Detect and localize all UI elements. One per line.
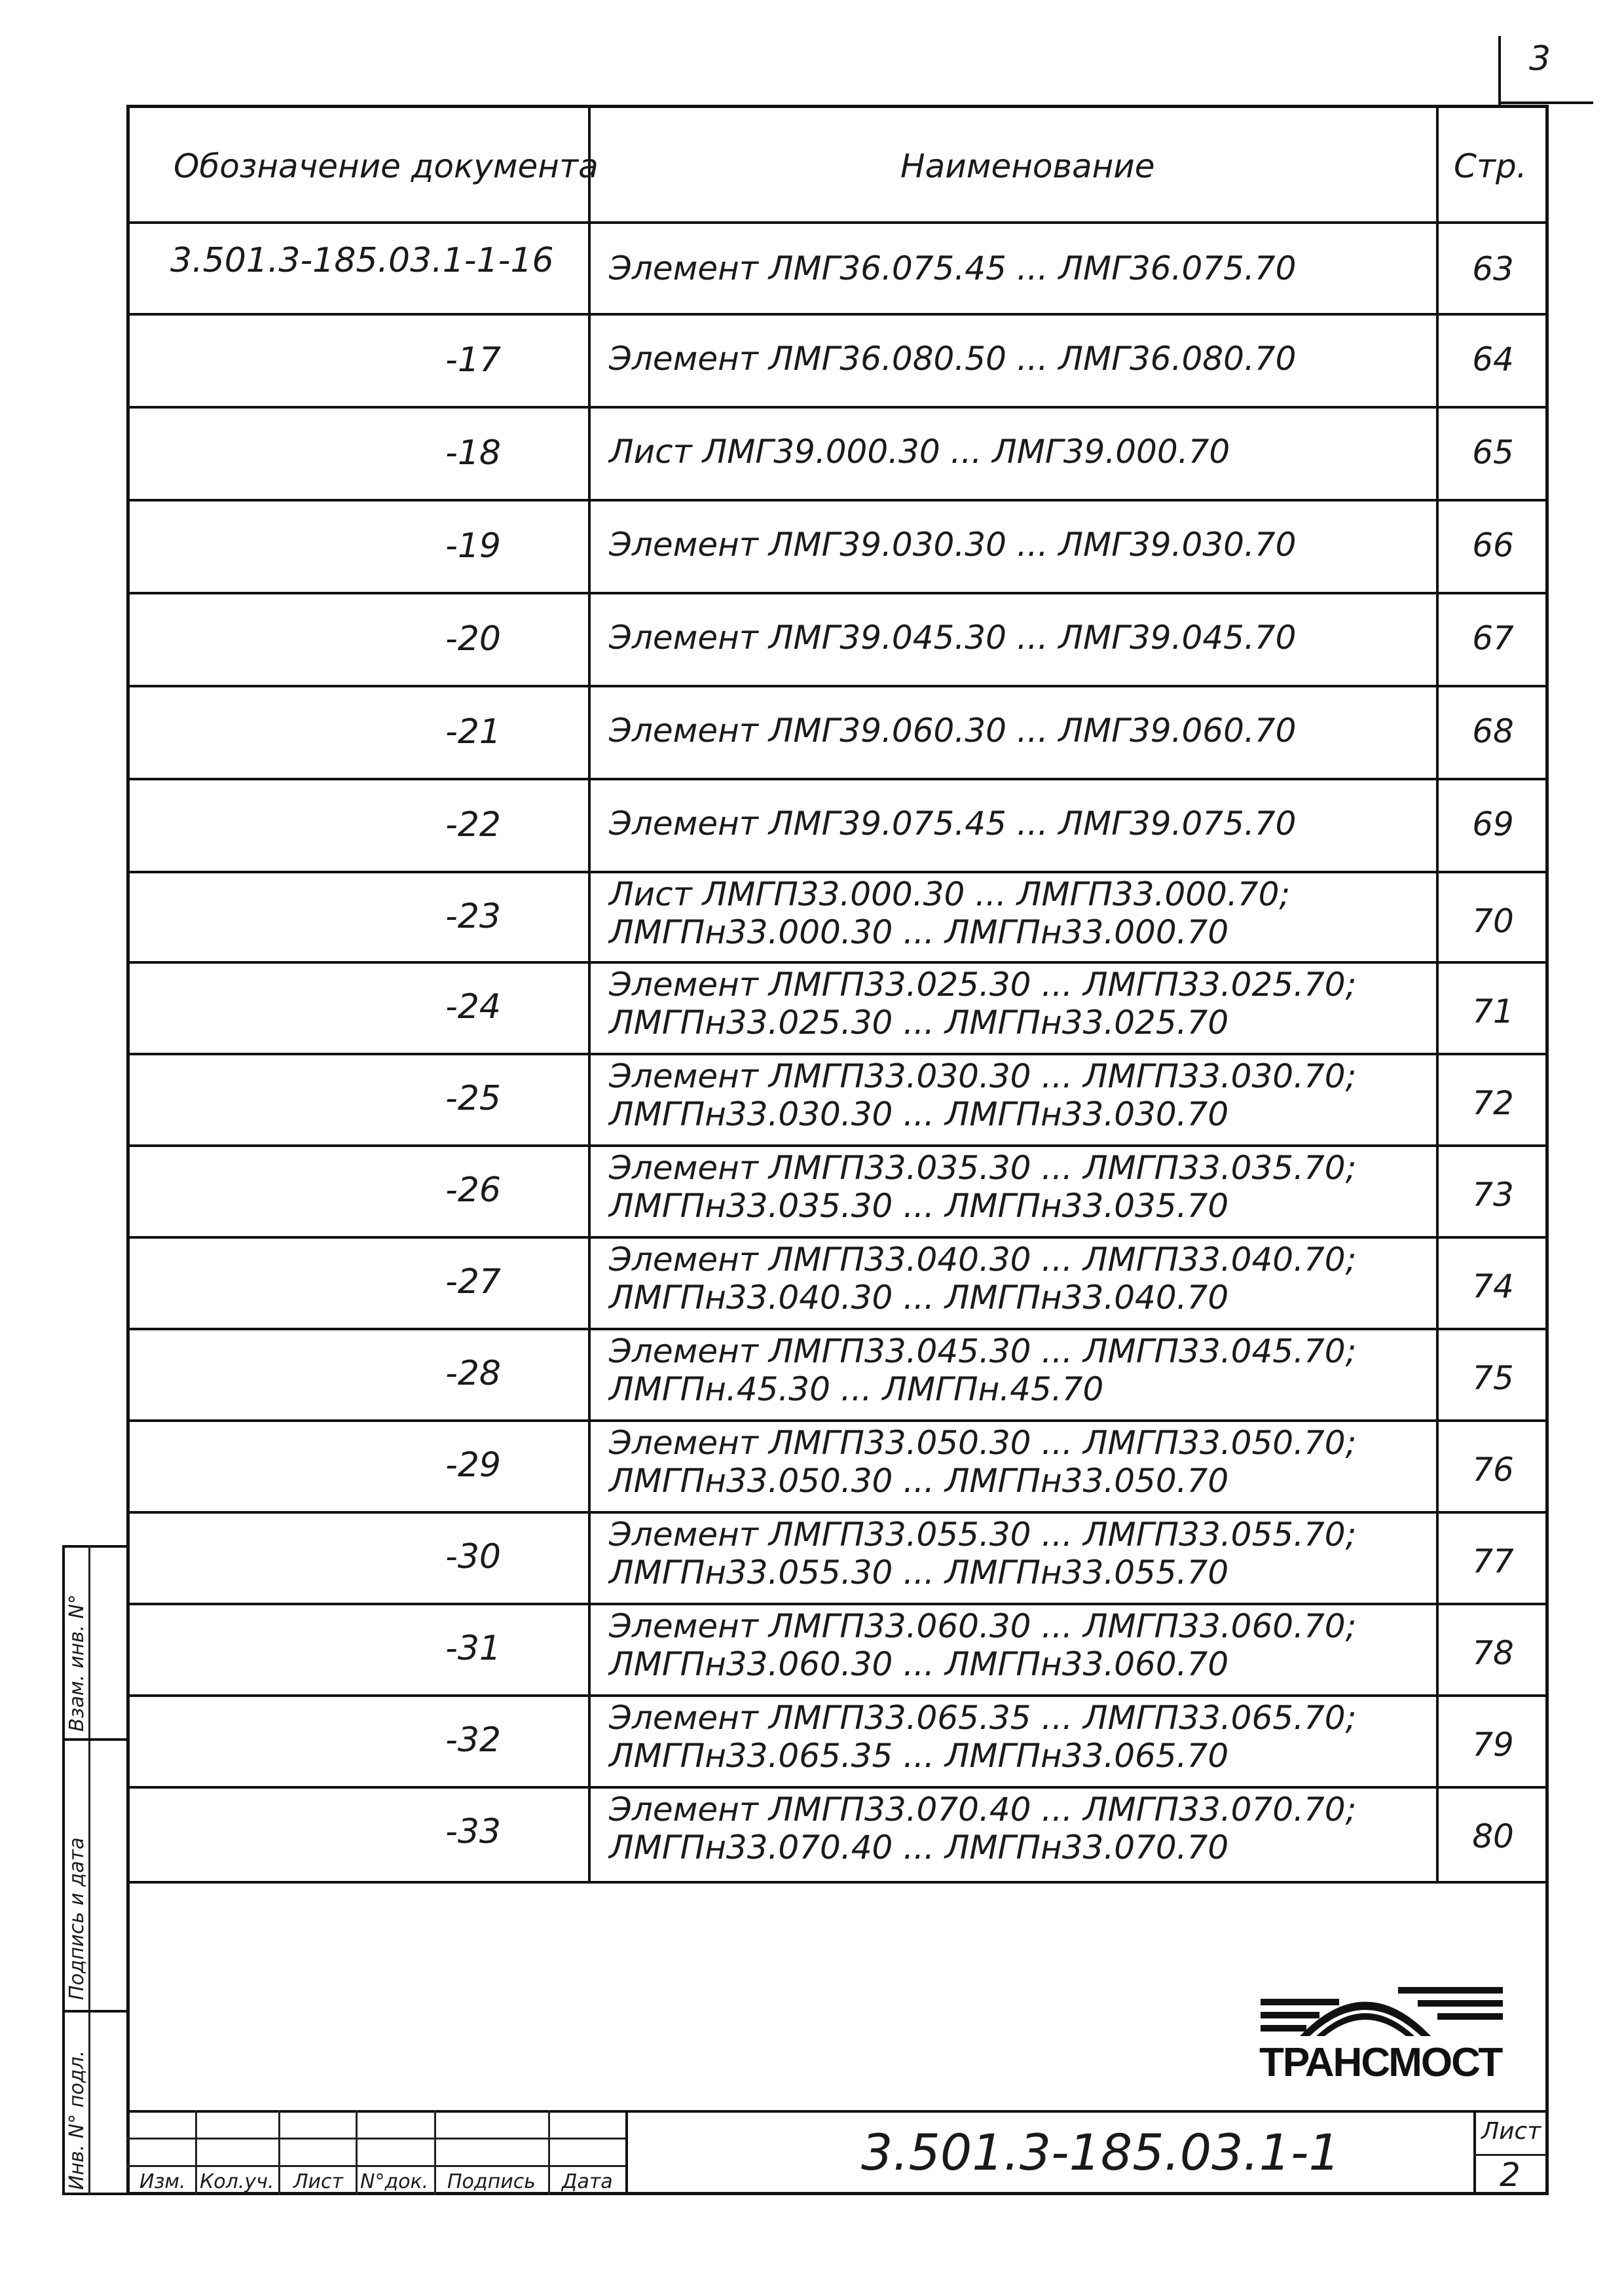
row-divider	[126, 1053, 1547, 1055]
tb-label-kolych: Кол.уч.	[200, 2170, 274, 2193]
row-divider	[126, 1603, 1547, 1605]
side-label-vzam: Взам. инв. N°	[65, 1594, 88, 1732]
tb-col-3	[356, 2110, 358, 2195]
row-page: 71	[1472, 993, 1514, 1030]
row-name-line1: Элемент ЛМГП33.060.30 ... ЛМГП33.060.70;	[609, 1607, 1357, 1645]
row-name-line1: Элемент ЛМГП33.045.30 ... ЛМГП33.045.70;	[609, 1332, 1357, 1370]
row-name-line1: Элемент ЛМГП33.050.30 ... ЛМГП33.050.70;	[609, 1424, 1357, 1462]
row-name-line2: ЛМГПн33.030.30 ... ЛМГПн33.030.70	[609, 1095, 1229, 1133]
row-code: -30	[445, 1537, 501, 1576]
tb-label-list: Лист	[293, 2170, 344, 2193]
row-page: 80	[1472, 1817, 1514, 1855]
row-name-line2: ЛМГПн33.035.30 ... ЛМГПн33.035.70	[609, 1187, 1229, 1225]
row-page: 67	[1472, 619, 1514, 657]
row-code: 3.501.3-185.03.1-1-16	[170, 241, 554, 280]
tb-row-2	[126, 2165, 625, 2167]
titleblock-top-line	[126, 2110, 1547, 2113]
sheet-label: Лист	[1481, 2118, 1541, 2145]
row-name-line1: Элемент ЛМГП33.070.40 ... ЛМГП33.070.70;	[609, 1791, 1357, 1829]
tb-col-5	[548, 2110, 550, 2195]
row-code: -21	[445, 712, 501, 752]
row-divider	[126, 1419, 1547, 1422]
side-label-podpis: Подпись и дата	[65, 1837, 88, 2000]
document-code: 3.501.3-185.03.1-1	[861, 2123, 1340, 2181]
transmost-logo	[1254, 1961, 1536, 2092]
row-code: -25	[445, 1079, 501, 1118]
row-name-line1: Элемент ЛМГП33.035.30 ... ЛМГП33.035.70;	[609, 1149, 1357, 1187]
row-name-line1: Элемент ЛМГП33.025.30 ... ЛМГП33.025.70;	[609, 966, 1357, 1004]
sheet-corner-number: 3	[1529, 39, 1551, 79]
row-divider	[126, 1786, 1547, 1789]
tb-sheet-col	[1473, 2110, 1476, 2195]
row-page: 72	[1472, 1084, 1514, 1122]
row-page: 76	[1472, 1451, 1514, 1489]
row-name-line2: ЛМГПн33.060.30 ... ЛМГПн33.060.70	[609, 1645, 1229, 1683]
row-page: 69	[1472, 805, 1514, 843]
row-divider	[126, 1511, 1547, 1514]
header-designation: Обозначение документа	[174, 147, 599, 185]
row-code: -17	[445, 340, 501, 380]
row-name-line1: Элемент ЛМГП33.040.30 ... ЛМГП33.040.70;	[609, 1241, 1357, 1279]
side-label-inv: Инв. N° подл.	[65, 2050, 88, 2190]
header-bottom-line	[126, 221, 1547, 224]
row-page: 74	[1472, 1267, 1514, 1305]
row-name-line2: ЛМГПн.45.30 ... ЛМГПн.45.70	[609, 1370, 1104, 1408]
row-code: -19	[445, 526, 501, 566]
row-name-line1: Элемент ЛМГП33.055.30 ... ЛМГП33.055.70;	[609, 1516, 1357, 1554]
row-code: -26	[445, 1171, 501, 1210]
tb-label-izm: Изм.	[139, 2170, 186, 2193]
row-code: -24	[445, 987, 501, 1027]
tb-label-data: Дата	[562, 2170, 613, 2193]
row-divider	[126, 406, 1547, 409]
row-name-line1: Элемент ЛМГП33.065.35 ... ЛМГП33.065.70;	[609, 1699, 1357, 1737]
row-divider	[126, 778, 1547, 780]
row-name-line2: ЛМГПн33.040.30 ... ЛМГПн33.040.70	[609, 1279, 1229, 1317]
row-name-line2: ЛМГПн33.065.35 ... ЛМГПн33.065.70	[609, 1737, 1229, 1775]
row-name-line1: Элемент ЛМГ39.045.30 ... ЛМГ39.045.70	[609, 619, 1297, 657]
tb-col-4	[434, 2110, 436, 2195]
sheet-number: 2	[1500, 2156, 1521, 2194]
row-divider	[126, 313, 1547, 316]
row-page: 73	[1472, 1176, 1514, 1214]
row-name-line1: Элемент ЛМГ39.075.45 ... ЛМГ39.075.70	[609, 805, 1297, 843]
corner-divider	[1498, 36, 1501, 105]
row-code: -28	[445, 1354, 501, 1393]
row-page: 66	[1472, 526, 1514, 564]
row-page: 70	[1472, 902, 1514, 940]
row-divider	[126, 1328, 1547, 1330]
header-name: Наименование	[900, 147, 1155, 185]
row-divider	[126, 499, 1547, 501]
row-code: -18	[445, 433, 501, 473]
row-page: 65	[1472, 433, 1514, 471]
row-divider	[126, 685, 1547, 687]
row-code: -33	[445, 1812, 501, 1851]
side-stamp-div-1	[62, 1738, 126, 1741]
row-page: 64	[1472, 340, 1514, 378]
row-code: -23	[445, 897, 501, 936]
row-name-line2: ЛМГПн33.025.30 ... ЛМГПн33.025.70	[609, 1004, 1229, 1042]
row-name-line2: ЛМГПн33.055.30 ... ЛМГПн33.055.70	[609, 1554, 1229, 1592]
col-divider-1	[588, 105, 591, 1882]
table-bottom-line	[126, 1881, 1547, 1884]
row-divider	[126, 1236, 1547, 1239]
side-stamp-div-2	[62, 2010, 126, 2013]
row-code: -32	[445, 1721, 501, 1760]
row-code: -22	[445, 805, 501, 845]
row-page: 79	[1472, 1726, 1514, 1764]
tb-row-1	[126, 2138, 625, 2140]
row-divider	[126, 1144, 1547, 1147]
row-code: -29	[445, 1446, 501, 1485]
tb-col-6	[625, 2110, 628, 2195]
row-page: 63	[1472, 250, 1514, 288]
row-name-line1: Элемент ЛМГП33.030.30 ... ЛМГП33.030.70;	[609, 1057, 1357, 1095]
row-name-line1: Элемент ЛМГ39.060.30 ... ЛМГ39.060.70	[609, 712, 1297, 750]
row-name-line1: Элемент ЛМГ36.080.50 ... ЛМГ36.080.70	[609, 340, 1297, 378]
row-name-line1: Лист ЛМГП33.000.30 ... ЛМГП33.000.70;	[609, 875, 1291, 913]
row-name-line2: ЛМГПн33.050.30 ... ЛМГПн33.050.70	[609, 1462, 1229, 1500]
tb-label-ndok: N°док.	[360, 2170, 429, 2193]
row-divider	[126, 871, 1547, 873]
corner-divider-bottom	[1498, 101, 1593, 104]
side-stamp-inner	[88, 1545, 90, 2195]
tb-label-podpis: Подпись	[447, 2170, 536, 2193]
tb-col-2	[278, 2110, 280, 2195]
row-code: -20	[445, 619, 501, 659]
row-code: -27	[445, 1262, 501, 1302]
row-name-line2: ЛМГПн33.070.40 ... ЛМГПн33.070.70	[609, 1829, 1229, 1867]
row-page: 78	[1472, 1634, 1514, 1672]
row-divider	[126, 961, 1547, 964]
row-name-line2: ЛМГПн33.000.30 ... ЛМГПн33.000.70	[609, 913, 1229, 951]
row-page: 77	[1472, 1542, 1514, 1580]
row-name-line1: Элемент ЛМГ36.075.45 ... ЛМГ36.075.70	[609, 249, 1297, 287]
row-divider	[126, 592, 1547, 594]
logo-text: ТРАНСМОСТ	[1259, 2040, 1502, 2085]
row-name-line1: Элемент ЛМГ39.030.30 ... ЛМГ39.030.70	[609, 526, 1297, 564]
row-divider	[126, 1694, 1547, 1697]
row-code: -31	[445, 1629, 501, 1668]
row-page: 75	[1472, 1359, 1514, 1397]
tb-col-1	[195, 2110, 197, 2195]
row-page: 68	[1472, 712, 1514, 750]
header-page: Стр.	[1454, 147, 1527, 185]
row-name-line1: Лист ЛМГ39.000.30 ... ЛМГ39.000.70	[609, 433, 1230, 471]
